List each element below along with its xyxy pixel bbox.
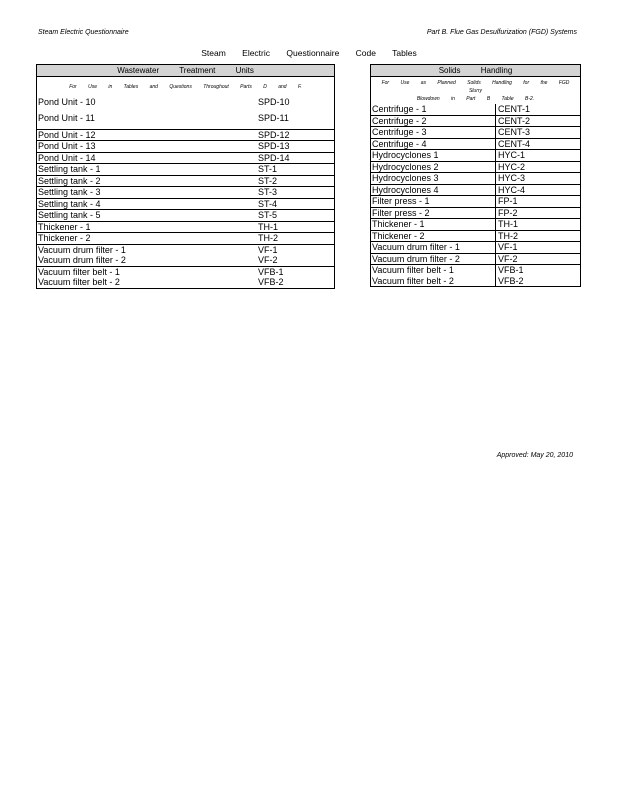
table-row (37, 199, 334, 211)
table-row (371, 150, 580, 162)
unit-name: Vacuum drum filter - 1 (38, 244, 126, 255)
table-row (371, 185, 580, 197)
unit-code: ST-2 (258, 175, 278, 186)
unit-code: SPD-13 (258, 141, 290, 151)
unit-code: SPD-14 (258, 152, 290, 163)
unit-name: Hydrocyclones 2 (371, 162, 496, 173)
table-row (37, 130, 334, 142)
solids-rows (371, 104, 580, 286)
header-right: Part B. Flue Gas Desulfurization (FGD) Systems (426, 29, 577, 36)
unit-code: CENT-2 (498, 115, 531, 126)
unit-name: Hydrocyclones 1 (371, 150, 496, 161)
wastewater-rows (37, 97, 334, 288)
table-row (371, 242, 580, 254)
unit-code: ST-3 (258, 187, 278, 197)
table-row (37, 97, 334, 108)
table-row (37, 277, 334, 288)
table-row (37, 245, 334, 256)
unit-code: HYC-4 (498, 184, 526, 195)
unit-name: Settling tank - 2 (38, 175, 101, 186)
unit-code: VFB-2 (258, 277, 284, 287)
unit-name: Vacuum drum filter - 2 (38, 255, 126, 265)
unit-code: FP-1 (498, 196, 518, 206)
unit-code: SPD-10 (258, 97, 290, 107)
unit-code: VF-1 (258, 244, 278, 255)
table-row (371, 219, 580, 231)
unit-code: ST-1 (258, 164, 278, 174)
table-row (37, 222, 334, 234)
unit-code: SPD-11 (258, 112, 289, 123)
table-row (37, 233, 334, 245)
unit-name: Filter press - 2 (371, 208, 496, 219)
unit-code: TH-1 (258, 221, 278, 232)
unit-code: VF-1 (498, 242, 518, 252)
unit-code: ST-4 (258, 198, 278, 209)
unit-name: Centrifuge - 2 (371, 116, 496, 127)
table-row (37, 164, 334, 176)
unit-name: Thickener - 1 (38, 221, 91, 232)
unit-code: HYC-2 (498, 161, 526, 172)
table-row (371, 231, 580, 243)
unit-code: CENT-3 (498, 127, 531, 137)
table-row (371, 162, 580, 174)
unit-code: VF-2 (258, 255, 278, 265)
unit-name: Pond Unit - 14 (38, 152, 96, 163)
unit-name: Thickener - 2 (38, 233, 91, 243)
unit-name: Centrifuge - 4 (371, 139, 496, 150)
table-row (371, 116, 580, 128)
unit-code: VF-2 (498, 253, 518, 264)
table-row (371, 276, 580, 287)
unit-code: TH-1 (498, 219, 518, 229)
header-left: Steam Electric Questionnaire (38, 29, 129, 36)
table-row (371, 139, 580, 151)
wastewater-table-subheading: For Use in Tables and Questions Throughout Parts D and F. (69, 84, 302, 90)
table-row (37, 108, 334, 130)
unit-name: Pond Unit - 11 (38, 112, 95, 123)
approved-date: Approved: May 20, 2010 (496, 452, 573, 459)
unit-code: VFB-2 (498, 275, 524, 286)
unit-name: Thickener - 1 (371, 219, 496, 230)
table-row (37, 210, 334, 222)
table-row (371, 104, 580, 116)
unit-name: Hydrocyclones 4 (371, 185, 496, 196)
table-row (371, 196, 580, 208)
unit-name: Thickener - 2 (371, 231, 496, 242)
solids-subheading-line1: For Use as Planned Solids Handling for the FGD Slurry (381, 80, 570, 94)
unit-name: Hydrocyclones 3 (371, 173, 496, 184)
unit-name: Settling tank - 3 (38, 187, 101, 197)
unit-name: Settling tank - 5 (38, 210, 101, 220)
solids-table-heading: Solids Handling (371, 65, 580, 77)
table-row (37, 176, 334, 188)
table-row (371, 265, 580, 276)
unit-name: Centrifuge - 3 (371, 127, 496, 138)
wastewater-table-heading: Wastewater Treatment Units (37, 65, 334, 77)
unit-name: Centrifuge - 1 (371, 104, 496, 115)
table-row (371, 254, 580, 266)
table-row (37, 255, 334, 267)
unit-name: Vacuum drum filter - 1 (371, 242, 496, 253)
table-row (37, 141, 334, 153)
solids-subheading-line2: Blowdown in Part B Table B-2. (416, 96, 535, 102)
unit-name: Pond Unit - 12 (38, 129, 96, 140)
table-row (371, 127, 580, 139)
unit-code: VFB-1 (498, 265, 524, 275)
unit-code: FP-2 (498, 207, 518, 218)
unit-code: SPD-12 (258, 129, 290, 140)
unit-code: HYC-1 (498, 150, 526, 160)
unit-code: HYC-3 (498, 173, 526, 183)
unit-name: Vacuum filter belt - 2 (38, 277, 120, 287)
table-row (37, 153, 334, 165)
page-title: Steam Electric Questionnaire Code Tables (201, 48, 417, 58)
unit-code: TH-2 (498, 230, 518, 241)
unit-name: Pond Unit - 10 (38, 97, 96, 107)
unit-code: CENT-4 (498, 138, 531, 149)
unit-name: Settling tank - 1 (38, 164, 101, 174)
table-row (371, 208, 580, 220)
unit-name: Vacuum filter belt - 2 (371, 276, 496, 287)
unit-name: Vacuum drum filter - 2 (371, 254, 496, 265)
unit-code: TH-2 (258, 233, 278, 243)
table-row (371, 173, 580, 185)
unit-code: VFB-1 (258, 266, 284, 277)
wastewater-treatment-table (36, 64, 335, 289)
unit-name: Pond Unit - 13 (38, 141, 96, 151)
unit-code: CENT-1 (498, 104, 531, 114)
unit-name: Filter press - 1 (371, 196, 496, 207)
solids-table-subheading (371, 77, 580, 104)
unit-code: ST-5 (258, 210, 278, 220)
unit-name: Settling tank - 4 (38, 198, 101, 209)
unit-name: Vacuum filter belt - 1 (38, 266, 120, 277)
solids-handling-table (370, 64, 581, 287)
table-row (37, 267, 334, 278)
unit-name: Vacuum filter belt - 1 (371, 265, 496, 276)
table-row (37, 187, 334, 199)
